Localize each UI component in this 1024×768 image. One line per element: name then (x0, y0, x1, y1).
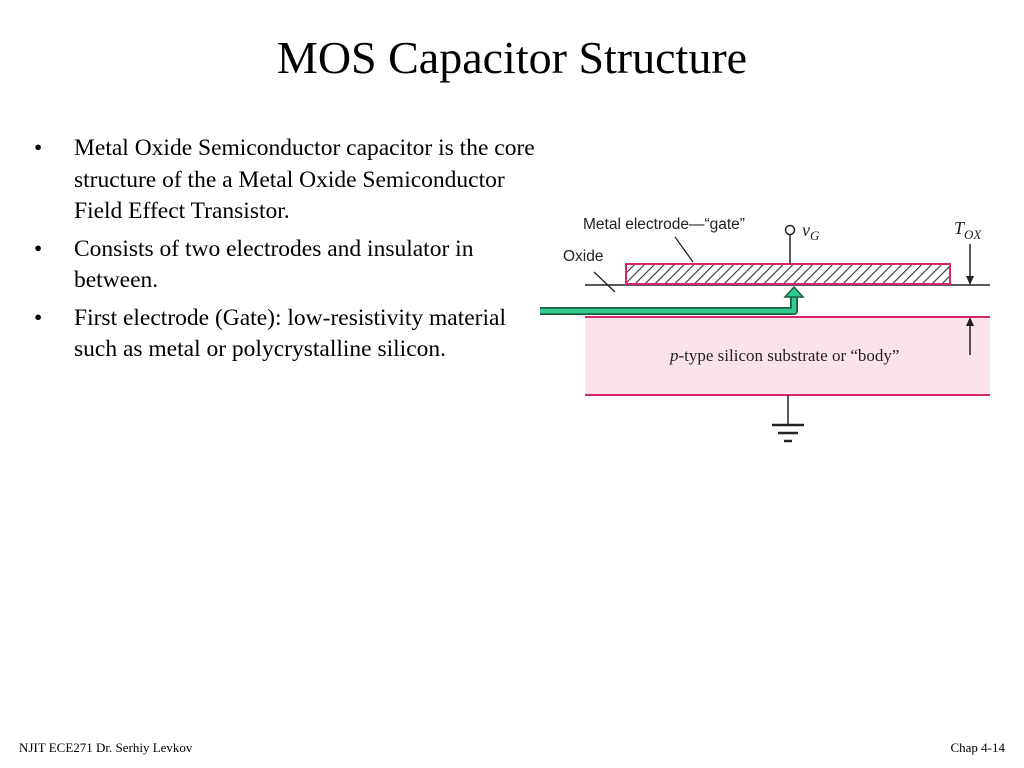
tox-label: $T_{OX}$ (954, 218, 982, 242)
bullet-item (34, 303, 544, 366)
callout-arrow (540, 287, 803, 311)
bullet-marker: • (34, 304, 43, 331)
slide-title: MOS Capacitor Structure (276, 32, 748, 83)
gate-electrode (626, 264, 950, 284)
bullet-marker: • (34, 235, 43, 262)
bullet-item (34, 234, 544, 297)
bullet-text: Consists of two electrodes and insulator in between. (74, 235, 474, 293)
footer-course-info: NJIT ECE271 Dr. Serhiy Levkov (19, 740, 193, 755)
mos-capacitor-diagram (540, 200, 1000, 460)
metal-electrode-label: Metal electrode—“gate” (583, 216, 745, 233)
oxide-leader (594, 272, 615, 292)
vg-label: $v_G$ (802, 220, 820, 243)
tox-arrow-top-head (966, 276, 974, 285)
bullet-text: Metal Oxide Semiconductor capacitor is the core structure of the a Metal Oxide Semiconductor Field Effect Transistor. (74, 135, 535, 224)
oxide-label: Oxide (563, 248, 604, 265)
ground-icon (772, 425, 804, 441)
metal-electrode-leader (675, 237, 693, 262)
bullet-marker: • (34, 135, 43, 161)
gate-terminal-node (786, 226, 795, 235)
bullet-item (34, 133, 544, 228)
footer-page-number: Chap 4-14 (950, 740, 1005, 755)
bullet-list (34, 133, 544, 372)
substrate-label: p-type silicon substrate or “body” (670, 346, 900, 365)
bullet-text: First electrode (Gate): low-resistivity material such as metal or polycrystalline silicon. (74, 304, 506, 362)
